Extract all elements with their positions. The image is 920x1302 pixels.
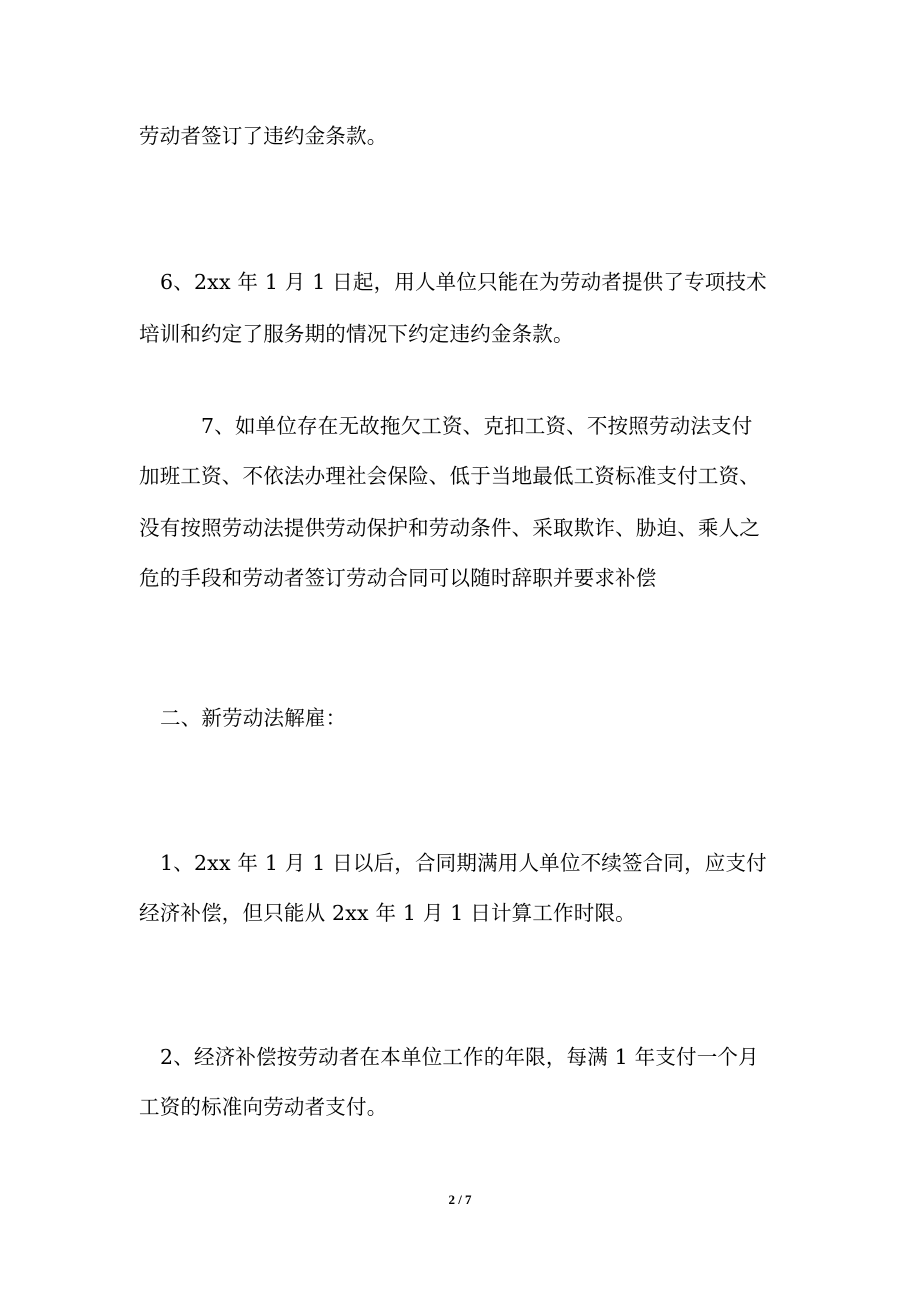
text-line-5: 加班工资、不依法办理社会保险、低于当地最低工资标准支付工资、 <box>139 464 760 488</box>
text-line-7: 危的手段和劳动者签订劳动合同可以随时辞职并要求补偿 <box>139 566 657 590</box>
section-heading: 二、新劳动法解雇： <box>160 706 347 730</box>
text-line-3: 培训和约定了服务期的情况下约定违约金条款。 <box>139 322 574 346</box>
text-line-6: 没有按照劳动法提供劳动保护和劳动条件、采取欺诈、胁迫、乘人之 <box>139 516 760 540</box>
text-line-10: 经济补偿，但只能从 2xx 年 1 月 1 日计算工作时限。 <box>139 901 636 925</box>
text-line-4: 7、如单位存在无故拖欠工资、克扣工资、不按照劳动法支付 <box>201 414 753 438</box>
text-line-11: 2、经济补偿按劳动者在本单位工作的年限，每满 1 年支付一个月 <box>160 1045 759 1069</box>
text-line-9: 1、2xx 年 1 月 1 日以后，合同期满用人单位不续签合同，应支付 <box>160 851 767 875</box>
text-line-2: 6、2xx 年 1 月 1 日起，用人单位只能在为劳动者提供了专项技术 <box>160 270 767 294</box>
text-line-1: 劳动者签订了违约金条款。 <box>139 124 388 148</box>
text-line-12: 工资的标准向劳动者支付。 <box>139 1095 388 1119</box>
page-number: 2 / 7 <box>448 1192 472 1207</box>
